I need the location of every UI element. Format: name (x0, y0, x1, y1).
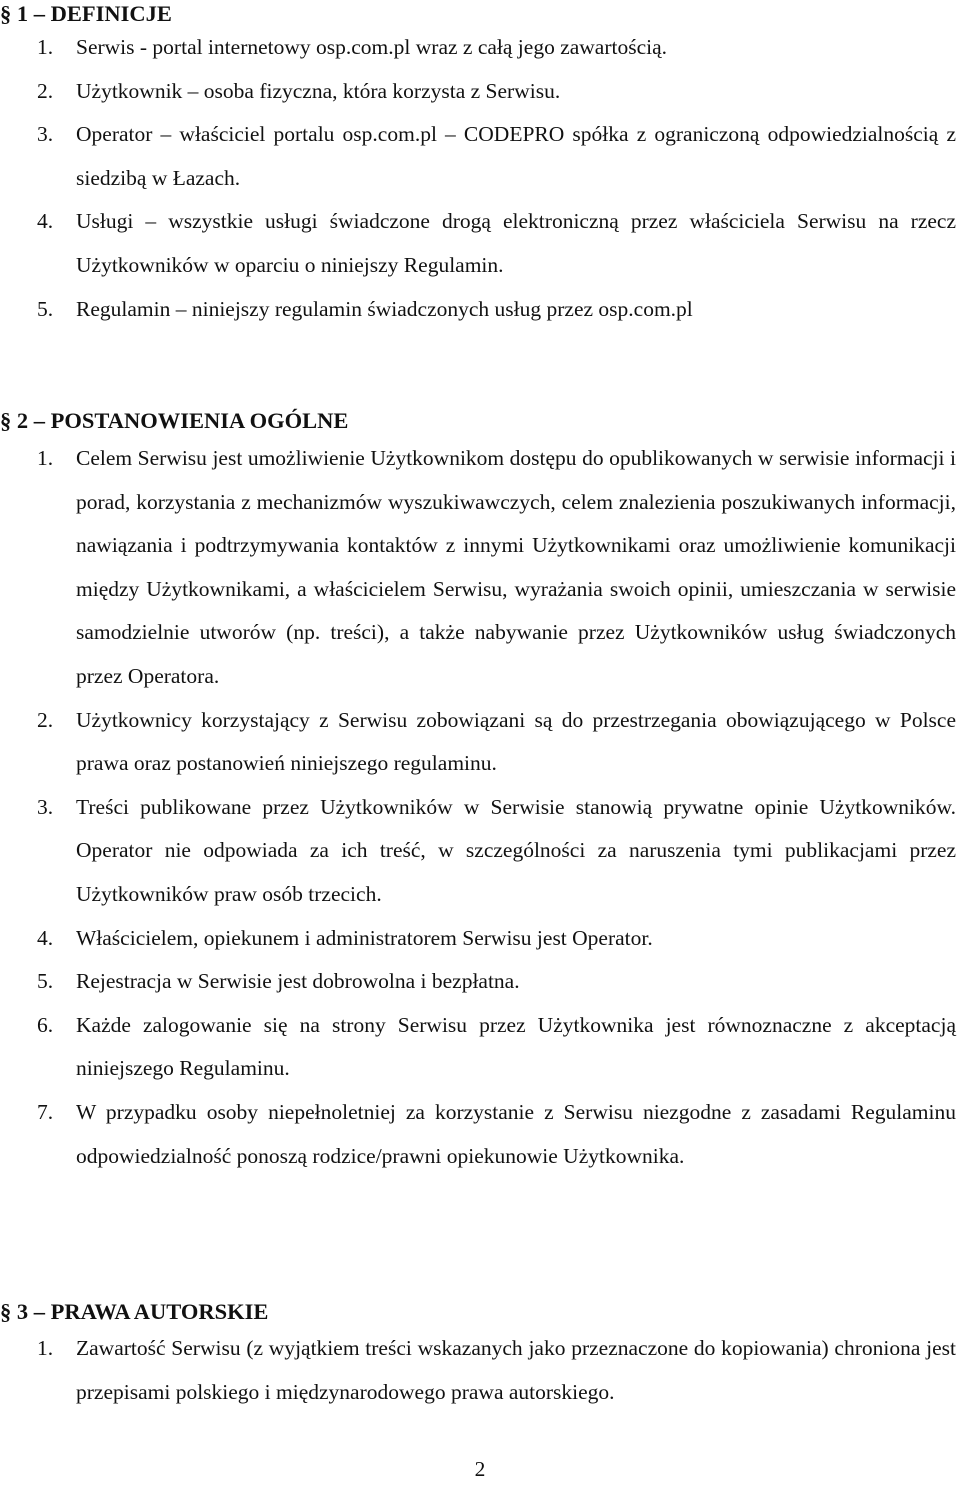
list-item (0, 200, 956, 287)
item-number: 1. (37, 35, 54, 59)
item-number: 1. (37, 446, 54, 470)
list-item (0, 1004, 956, 1091)
section-heading: § 2 – POSTANOWIENIA OGÓLNE (0, 408, 349, 433)
item-text: Użytkownicy korzystający z Serwisu zobowiązani są do przestrzegania obowiązującego w Polsce prawa oraz postanowień niniejszego regulaminu. (76, 707, 956, 776)
list-item (0, 786, 956, 917)
item-number: 7. (37, 1099, 54, 1124)
item-text: Właścicielem, opiekunem i administratorem Serwisu jest Operator. (76, 925, 653, 950)
list-item (0, 26, 956, 70)
item-text: Treści publikowane przez Użytkowników w Serwisie stanowią prywatne opinie Użytkowników. Operator nie odpowiada za ich treść, w szczególności za naruszenia tymi publikacjami przez Użytkowników praw osób trzecich. (76, 794, 956, 906)
item-number: 1. (37, 1336, 54, 1360)
item-number: 3. (37, 122, 54, 147)
list-item (0, 437, 956, 699)
section-heading: § 1 – DEFINICJE (0, 1, 172, 26)
item-text: Użytkownik – osoba fizyczna, która korzysta z Serwisu. (76, 78, 561, 103)
item-number: 6. (37, 1012, 54, 1037)
item-text: Zawartość Serwisu (z wyjątkiem treści wskazanych jako przeznaczone do kopiowania) chroniona jest przepisami polskiego i międzynarodowego prawa autorskiego. (76, 1336, 956, 1404)
list-item (0, 917, 956, 961)
section-list (0, 1327, 960, 1414)
item-number: 2. (37, 707, 54, 732)
list-item (0, 288, 956, 332)
list-item (0, 113, 956, 200)
section-list (0, 26, 960, 331)
section-heading: § 3 – PRAWA AUTORSKIE (0, 1299, 269, 1324)
list-item (0, 960, 956, 1004)
list-item (0, 1327, 956, 1414)
item-number: 4. (37, 209, 54, 234)
item-text: W przypadku osoby niepełnoletniej za korzystanie z Serwisu niezgodne z zasadami Regulaminu odpowiedzialność ponoszą rodzice/prawni opiekunowie Użytkownika. (76, 1099, 956, 1168)
item-text: Operator – właściciel portalu osp.com.pl – CODEPRO spółka z ograniczoną odpowiedzialnością z siedzibą w Łazach. (76, 122, 956, 190)
list-item (0, 70, 956, 114)
item-number: 5. (37, 969, 54, 994)
list-item (0, 699, 956, 786)
list-item (0, 1091, 956, 1178)
item-number: 2. (37, 78, 54, 103)
item-number: 4. (37, 925, 54, 950)
item-number: 5. (37, 296, 54, 321)
page-number: 2 (474, 1457, 486, 1481)
item-text: Celem Serwisu jest umożliwienie Użytkownikom dostępu do opublikowanych w serwisie informacji i porad, korzystania z mechanizmów wyszukiwawczych, celem znalezienia poszukiwanych informacji, nawiązania i podtrzymywania kontaktów z innymi Użytkownikami oraz umożliwienie komunikacji między Użytkownikami, a właścicielem Serwisu, wyrażania swoich opinii, umieszczania w serwisie samodzielnie utworów (np. treści), a także nabywanie przez Użytkowników usług świadczonych przez Operatora. (76, 446, 956, 688)
item-text: Każde zalogowanie się na strony Serwisu przez Użytkownika jest równoznaczne z akceptacją niniejszego Regulaminu. (76, 1012, 956, 1081)
item-text: Rejestracja w Serwisie jest dobrowolna i bezpłatna. (76, 969, 520, 994)
item-text: Usługi – wszystkie usługi świadczone drogą elektroniczną przez właściciela Serwisu na rzecz Użytkowników w oparciu o niniejszy Regulamin. (76, 209, 956, 277)
item-text: Serwis - portal internetowy osp.com.pl wraz z całą jego zawartością. (76, 35, 668, 59)
item-number: 3. (37, 794, 54, 819)
section-list (0, 437, 960, 1178)
item-text: Regulamin – niniejszy regulamin świadczonych usług przez osp.com.pl (76, 296, 693, 321)
